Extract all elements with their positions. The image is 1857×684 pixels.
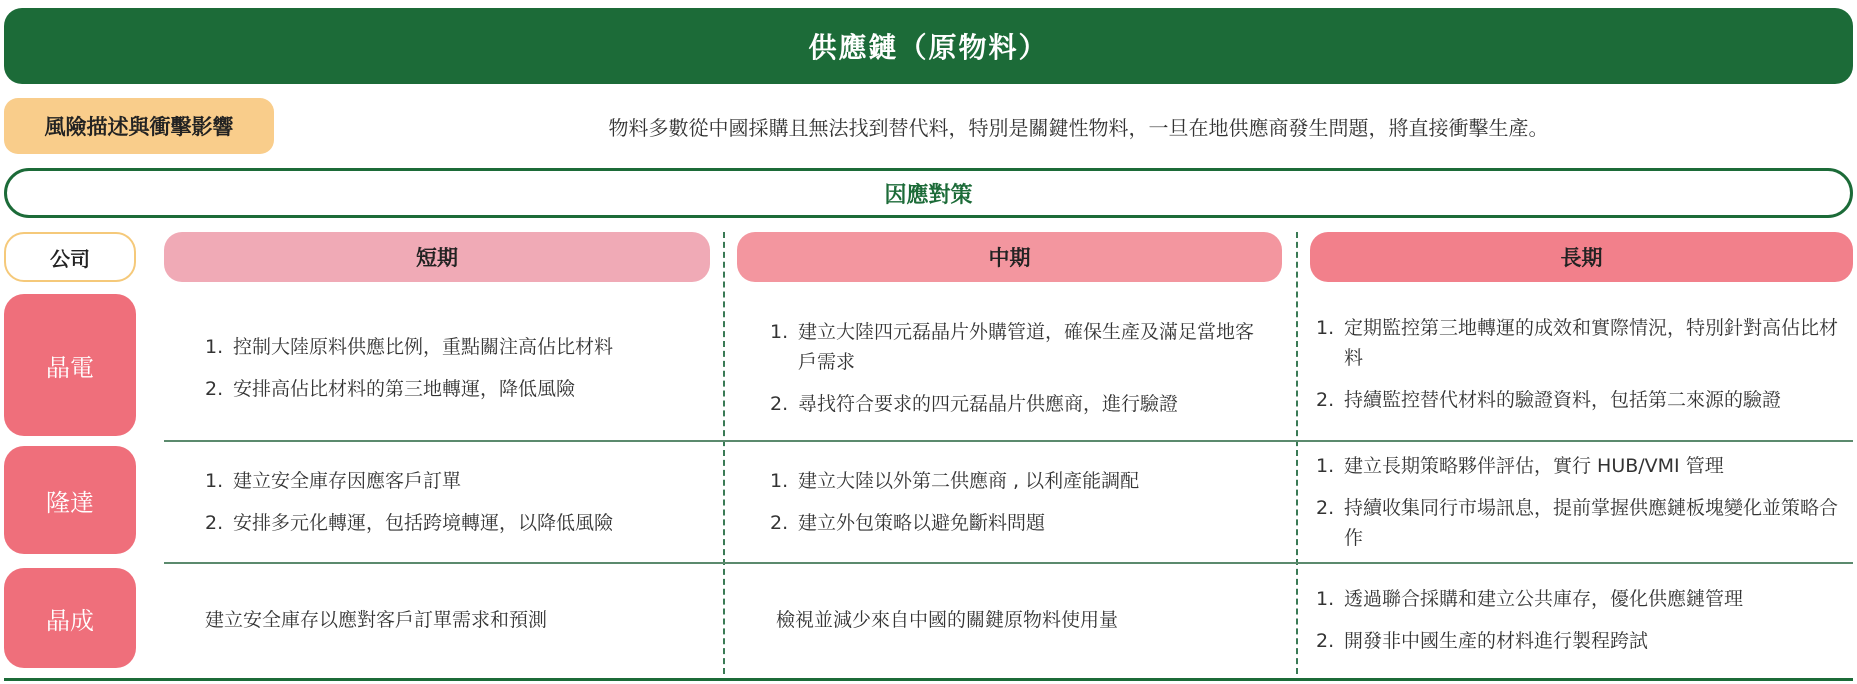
- row-divider: [164, 440, 1853, 442]
- measures-title: 因應對策: [4, 168, 1853, 218]
- row-jingcheng-mid: 檢視並減少來自中國的關鍵原物料使用量: [776, 609, 1119, 631]
- list-item: 1. 建立安全庫存因應客戶訂單: [205, 470, 462, 492]
- list-item: 1. 定期監控第三地轉運的成效和實際情況，特別針對高佔比材料: [1316, 317, 1839, 369]
- list-item: 1. 透過聯合採購和建立公共庫存，優化供應鏈管理: [1316, 588, 1744, 610]
- risk-label: 風險描述與衝擊影響: [4, 98, 274, 154]
- list-item: 2. 建立外包策略以避免斷料問題: [770, 512, 1046, 534]
- row-longda-short: [205, 446, 705, 558]
- long-term-header: 長期: [1310, 232, 1853, 282]
- row-jingdian-long: [1316, 292, 1841, 436]
- company-jingcheng: 晶成: [4, 568, 136, 668]
- row-jingdian-mid: [770, 300, 1270, 436]
- column-divider: [1296, 232, 1298, 674]
- company-jingdian: 晶電: [4, 294, 136, 436]
- short-term-header: 短期: [164, 232, 710, 282]
- column-divider: [723, 232, 725, 674]
- list-item: 1. 控制大陸原料供應比例，重點關注高佔比材料: [205, 336, 614, 358]
- list-item: 2. 尋找符合要求的四元磊晶片供應商，進行驗證: [770, 393, 1179, 415]
- mid-term-header: 中期: [737, 232, 1282, 282]
- list-item: 1. 建立大陸以外第二供應商 , 以利產能調配: [770, 470, 1140, 492]
- list-item: 1. 建立長期策略夥伴評估，實行 HUB/VMI 管理: [1316, 455, 1724, 477]
- row-jingdian-short: [205, 300, 705, 436]
- page-title: 供應鏈（原物料）: [4, 8, 1853, 84]
- list-item: 2. 開發非中國生產的材料進行製程跨試: [1316, 630, 1649, 652]
- company-longda: 隆達: [4, 446, 136, 554]
- row-jingcheng-long: [1316, 566, 1841, 674]
- list-item: 2. 安排多元化轉運，包括跨境轉運，以降低風險: [205, 512, 614, 534]
- table-bottom-border: [4, 678, 1853, 681]
- row-jingcheng-short: 建立安全庫存以應對客戶訂單需求和預測: [205, 609, 548, 631]
- row-longda-mid: [770, 446, 1270, 558]
- list-item: 2. 持續監控替代材料的驗證資料，包括第二來源的驗證: [1316, 389, 1782, 411]
- risk-description: 物料多數從中國採購且無法找到替代料，特別是關鍵性物料，一旦在地供應商發生問題，將直接衝擊生產。: [608, 115, 1549, 140]
- company-header: 公司: [4, 232, 136, 282]
- row-divider: [164, 562, 1853, 564]
- list-item: 2. 安排高佔比材料的第三地轉運，降低風險: [205, 378, 576, 400]
- list-item: 2. 持續收集同行市場訊息，提前掌握供應鏈板塊變化並策略合作: [1316, 497, 1839, 549]
- row-longda-long: [1316, 444, 1841, 560]
- list-item: 1. 建立大陸四元磊晶片外購管道，確保生產及滿足當地客戶需求: [770, 321, 1255, 373]
